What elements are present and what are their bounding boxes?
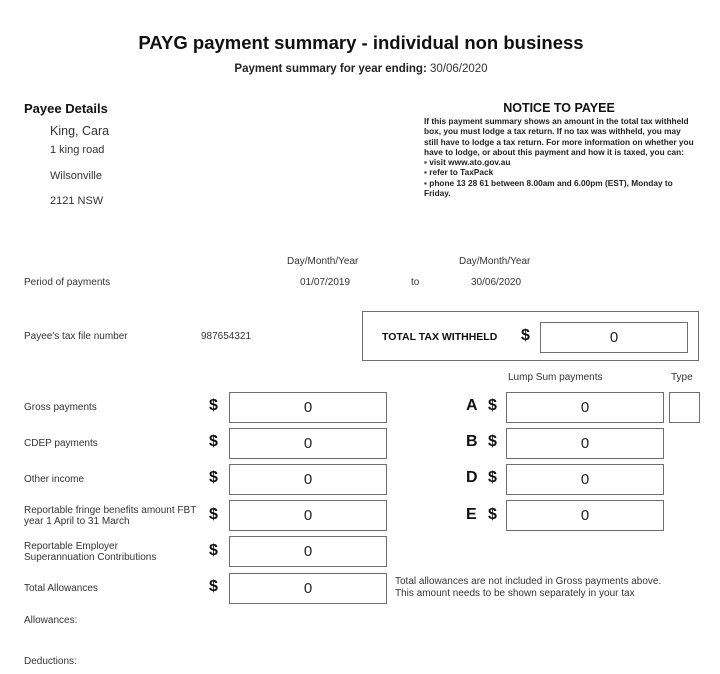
tfn-value: 987654321 <box>201 331 252 342</box>
lump-sum-a-field[interactable]: 0 <box>506 392 664 423</box>
payee-details-heading: Payee Details <box>24 101 108 116</box>
total-allowances-currency: $ <box>209 578 218 595</box>
gross-payments-field[interactable]: 0 <box>229 392 387 423</box>
lump-sum-d-field[interactable]: 0 <box>506 464 664 495</box>
lump-sum-a-letter: A <box>466 397 478 414</box>
period-to-word: to <box>411 277 420 288</box>
gross-payments-label: Gross payments <box>24 402 97 413</box>
notice-bullet-text: visit www.ato.gov.au <box>429 157 511 168</box>
lump-sum-header: Lump Sum payments <box>508 372 603 383</box>
lump-sum-e-field[interactable]: 0 <box>506 500 664 531</box>
period-to-header: Day/Month/Year <box>459 256 531 267</box>
notice-title: NOTICE TO PAYEE <box>503 101 615 115</box>
total-allowances-field[interactable]: 0 <box>229 573 387 604</box>
lump-sum-b-letter: B <box>466 433 478 450</box>
lump-sum-e-currency: $ <box>488 506 497 523</box>
reportable-super-label: Reportable Employer Superannuation Contributions <box>24 541 157 563</box>
deductions-label: Deductions: <box>24 656 77 667</box>
other-income-currency: $ <box>209 469 218 486</box>
year-ending-line <box>0 63 720 75</box>
period-from-header: Day/Month/Year <box>287 256 359 267</box>
lump-sum-b-field[interactable]: 0 <box>506 428 664 459</box>
reportable-super-currency: $ <box>209 542 218 559</box>
other-income-field[interactable]: 0 <box>229 464 387 495</box>
cdep-payments-field[interactable]: 0 <box>229 428 387 459</box>
notice-bullet-text: phone 13 28 61 between 8.00am and 6.00pm (EST), Monday to Friday. <box>424 177 673 199</box>
reportable-super-field[interactable]: 0 <box>229 536 387 567</box>
allowances-label: Allowances: <box>24 615 78 626</box>
notice-bullet-text: refer to TaxPack <box>429 167 494 178</box>
period-of-payments-label: Period of payments <box>24 277 111 288</box>
year-ending-label: Payment summary for year ending: <box>234 63 427 75</box>
notice-bullet-taxpack <box>424 167 694 177</box>
period-from-date: 01/07/2019 <box>300 277 351 288</box>
type-header: Type <box>671 372 693 383</box>
period-to-date: 30/06/2020 <box>471 277 522 288</box>
reportable-fringe-benefits-currency: $ <box>209 506 218 523</box>
lump-sum-d-letter: D <box>466 469 478 486</box>
allowances-note-line1: Total allowances are not included in Gross payments above. <box>395 576 662 587</box>
notice-bullet-phone <box>424 178 694 199</box>
reportable-fringe-benefits-field[interactable]: 0 <box>229 500 387 531</box>
tfn-label: Payee's tax file number <box>24 331 128 342</box>
lump-sum-b-currency: $ <box>488 433 497 450</box>
gross-payments-currency: $ <box>209 397 218 414</box>
allowances-note <box>395 576 661 600</box>
lump-sum-e-letter: E <box>466 506 477 523</box>
notice-paragraph: If this payment summary shows an amount in the total tax withheld box, you must lodge a tax return. If no tax was withheld, you may still have to lodge a tax return. For more information on whether you have to lodge, or about this payment and how it is taxed, you can: <box>424 116 694 157</box>
cdep-payments-currency: $ <box>209 433 218 450</box>
lump-sum-a-currency: $ <box>488 397 497 414</box>
notice-body <box>424 116 694 198</box>
lump-sum-d-currency: $ <box>488 469 497 486</box>
notice-bullet-website <box>424 157 694 167</box>
payee-address-line1: 1 king road <box>50 144 105 156</box>
lump-sum-type-field[interactable] <box>669 392 700 423</box>
other-income-label: Other income <box>24 474 85 485</box>
payee-postcode-state: 2121 NSW <box>50 195 104 207</box>
notice-to-payee <box>424 101 694 198</box>
total-tax-withheld-currency: $ <box>521 327 530 344</box>
total-tax-withheld-field[interactable]: 0 <box>540 322 688 353</box>
payee-suburb: Wilsonville <box>50 170 102 182</box>
year-ending-value: 30/06/2020 <box>430 63 488 75</box>
payee-name: King, Cara <box>50 124 110 138</box>
total-tax-withheld-label: TOTAL TAX WITHHELD <box>382 331 498 343</box>
reportable-fringe-benefits-label: Reportable fringe benefits amount FBT year 1 April to 31 March <box>24 505 197 527</box>
total-allowances-label: Total Allowances <box>24 583 98 594</box>
page-title: PAYG payment summary - individual non business <box>138 32 584 53</box>
allowances-note-line2: This amount needs to be shown separately in your tax <box>395 588 635 599</box>
cdep-payments-label: CDEP payments <box>24 438 98 449</box>
